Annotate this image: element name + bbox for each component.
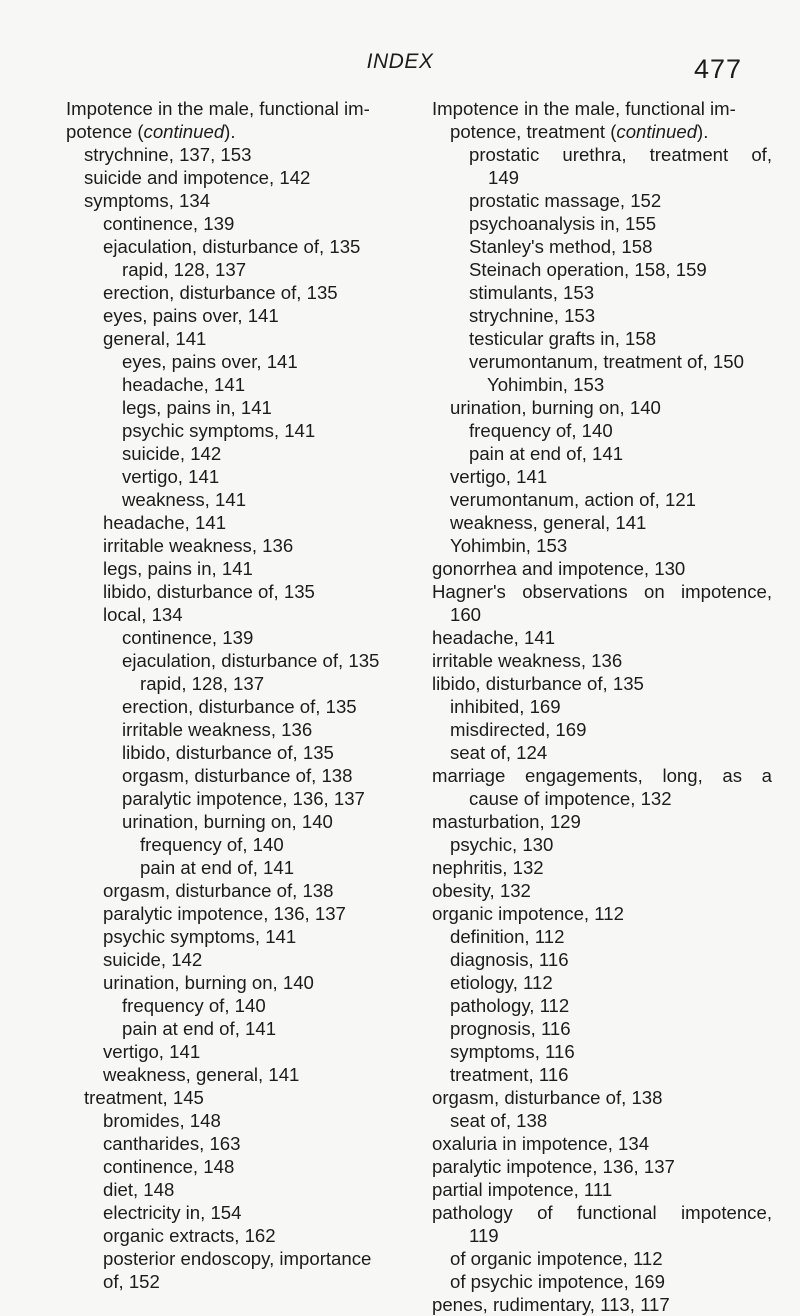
index-entry-text: orgasm, disturbance of, 138 bbox=[103, 880, 334, 901]
index-entry-text: 119 bbox=[469, 1225, 499, 1246]
index-entry bbox=[66, 1270, 406, 1293]
index-entry-text: prostatic urethra, treatment of, bbox=[469, 144, 772, 165]
index-entry-text: headache, 141 bbox=[103, 512, 227, 533]
index-entry-text: psychic symptoms, 141 bbox=[103, 926, 297, 947]
index-entry-text: marriage engagements, long, as a bbox=[432, 765, 772, 786]
index-entry bbox=[432, 1109, 772, 1132]
index-entry bbox=[432, 304, 772, 327]
index-entry-text: nephritis, 132 bbox=[432, 857, 544, 878]
index-entry bbox=[432, 373, 772, 396]
index-entry-text: verumontanum, treatment of, 150 bbox=[469, 351, 744, 372]
index-entry-text: partial impotence, 111 bbox=[432, 1179, 613, 1200]
index-entry bbox=[66, 304, 406, 327]
index-entry bbox=[66, 925, 406, 948]
index-entry bbox=[66, 97, 406, 120]
index-entry bbox=[432, 580, 772, 603]
index-entry-text: weakness, general, 141 bbox=[103, 1064, 300, 1085]
index-entry bbox=[66, 1201, 406, 1224]
index-entry bbox=[432, 97, 772, 120]
index-entry bbox=[432, 925, 772, 948]
index-entry bbox=[432, 649, 772, 672]
index-entry-text: diagnosis, 116 bbox=[450, 949, 569, 970]
index-entry-text: Steinach operation, 158, 159 bbox=[469, 259, 707, 280]
index-entry-text: treatment, 145 bbox=[84, 1087, 204, 1108]
index-column-left bbox=[66, 97, 406, 1293]
index-entry-text: electricity in, 154 bbox=[103, 1202, 242, 1223]
index-entry-text: pathology, 112 bbox=[450, 995, 570, 1016]
index-entry bbox=[66, 465, 406, 488]
index-entry-text: potence ( bbox=[66, 121, 144, 142]
index-entry bbox=[66, 1063, 406, 1086]
index-entry-text: weakness, general, 141 bbox=[450, 512, 647, 533]
index-entry-text: misdirected, 169 bbox=[450, 719, 587, 740]
index-entry bbox=[66, 971, 406, 994]
index-entry-text: 160 bbox=[450, 604, 482, 625]
index-entry-text: irritable weakness, 136 bbox=[103, 535, 294, 556]
index-entry bbox=[432, 971, 772, 994]
index-entry-text: symptoms, 116 bbox=[450, 1041, 575, 1062]
index-entry-text: paralytic impotence, 136, 137 bbox=[122, 788, 365, 809]
index-entry-text: legs, pains in, 141 bbox=[122, 397, 272, 418]
index-entry bbox=[66, 488, 406, 511]
index-entry bbox=[66, 442, 406, 465]
index-entry-text: symptoms, 134 bbox=[84, 190, 211, 211]
index-entry-text: seat of, 124 bbox=[450, 742, 548, 763]
index-entry-text: urination, burning on, 140 bbox=[450, 397, 661, 418]
index-entry bbox=[66, 1178, 406, 1201]
index-entry-text: testicular grafts in, 158 bbox=[469, 328, 657, 349]
index-entry bbox=[66, 258, 406, 281]
index-entry-text: ). bbox=[697, 121, 709, 142]
index-entry-text: seat of, 138 bbox=[450, 1110, 548, 1131]
index-entry-text: penes, rudimentary, 113, 117 bbox=[432, 1294, 670, 1315]
index-entry bbox=[432, 1063, 772, 1086]
index-entry-text: libido, disturbance of, 135 bbox=[432, 673, 644, 694]
index-entry bbox=[432, 281, 772, 304]
index-entry bbox=[66, 603, 406, 626]
index-entry bbox=[66, 856, 406, 879]
index-entry-text: strychnine, 153 bbox=[469, 305, 596, 326]
index-entry-text: suicide, 142 bbox=[122, 443, 222, 464]
index-entry bbox=[432, 534, 772, 557]
index-entry bbox=[432, 672, 772, 695]
index-entry bbox=[66, 695, 406, 718]
index-entry-text: ejaculation, disturbance of, 135 bbox=[122, 650, 380, 671]
index-entry bbox=[432, 1155, 772, 1178]
index-entry-text: ejaculation, disturbance of, 135 bbox=[103, 236, 361, 257]
index-entry bbox=[66, 235, 406, 258]
index-entry-text: libido, disturbance of, 135 bbox=[122, 742, 334, 763]
index-entry-text: organic extracts, 162 bbox=[103, 1225, 276, 1246]
index-entry bbox=[432, 396, 772, 419]
index-entry bbox=[66, 373, 406, 396]
index-entry bbox=[66, 1132, 406, 1155]
index-entry bbox=[432, 511, 772, 534]
index-entry bbox=[66, 327, 406, 350]
index-entry-text: of psychic impotence, 169 bbox=[450, 1271, 665, 1292]
index-entry-text: eyes, pains over, 141 bbox=[122, 351, 298, 372]
index-entry-text: ). bbox=[224, 121, 236, 142]
index-entry bbox=[66, 902, 406, 925]
index-entry bbox=[432, 741, 772, 764]
index-entry bbox=[66, 1040, 406, 1063]
index-entry-text: obesity, 132 bbox=[432, 880, 531, 901]
index-entry bbox=[66, 626, 406, 649]
index-entry bbox=[66, 396, 406, 419]
index-entry bbox=[66, 557, 406, 580]
index-entry bbox=[66, 672, 406, 695]
index-entry-text: of, 152 bbox=[103, 1271, 160, 1292]
index-entry-text: treatment, 116 bbox=[450, 1064, 569, 1085]
index-entry-text: continence, 139 bbox=[122, 627, 254, 648]
continued-label: continued bbox=[616, 121, 698, 142]
index-entry bbox=[66, 143, 406, 166]
index-column-right bbox=[432, 97, 772, 1316]
index-entry bbox=[66, 534, 406, 557]
index-entry-text: of organic impotence, 112 bbox=[450, 1248, 663, 1269]
index-entry bbox=[432, 787, 772, 810]
index-entry-text: paralytic impotence, 136, 137 bbox=[432, 1156, 675, 1177]
index-entry bbox=[432, 1270, 772, 1293]
index-entry-text: cause of impotence, 132 bbox=[469, 788, 672, 809]
index-entry-text: legs, pains in, 141 bbox=[103, 558, 253, 579]
index-entry-text: Impotence in the male, functional im- bbox=[66, 98, 370, 119]
index-entry bbox=[66, 741, 406, 764]
index-entry bbox=[432, 465, 772, 488]
index-entry bbox=[432, 442, 772, 465]
index-entry-text: continence, 139 bbox=[103, 213, 235, 234]
running-header: INDEX bbox=[366, 50, 434, 73]
index-entry bbox=[66, 120, 406, 143]
index-entry bbox=[66, 1247, 406, 1270]
index-entry-text: psychic, 130 bbox=[450, 834, 554, 855]
index-entry-text: pathology of functional impotence, bbox=[432, 1202, 772, 1223]
index-entry bbox=[66, 580, 406, 603]
index-entry-text: masturbation, 129 bbox=[432, 811, 581, 832]
index-entry-text: pain at end of, 141 bbox=[140, 857, 295, 878]
index-entry bbox=[66, 1109, 406, 1132]
index-entry bbox=[432, 603, 772, 626]
continued-label: continued bbox=[143, 121, 225, 142]
index-entry-text: local, 134 bbox=[103, 604, 183, 625]
index-entry bbox=[432, 235, 772, 258]
index-entry bbox=[432, 120, 772, 143]
index-entry bbox=[66, 166, 406, 189]
index-entry-text: irritable weakness, 136 bbox=[432, 650, 623, 671]
index-entry bbox=[66, 511, 406, 534]
index-entry bbox=[432, 626, 772, 649]
index-entry-text: urination, burning on, 140 bbox=[103, 972, 314, 993]
index-entry bbox=[432, 948, 772, 971]
index-entry-text: diet, 148 bbox=[103, 1179, 175, 1200]
index-entry-text: psychoanalysis in, 155 bbox=[469, 213, 657, 234]
index-entry-text: pain at end of, 141 bbox=[469, 443, 624, 464]
index-entry-text: 149 bbox=[488, 167, 520, 188]
index-entry bbox=[432, 557, 772, 580]
index-entry-text: Yohimbin, 153 bbox=[487, 374, 605, 395]
index-entry bbox=[66, 1155, 406, 1178]
index-entry bbox=[66, 948, 406, 971]
index-entry bbox=[432, 879, 772, 902]
index-entry-text: gonorrhea and impotence, 130 bbox=[432, 558, 686, 579]
index-entry-text: verumontanum, action of, 121 bbox=[450, 489, 696, 510]
index-entry-text: potence, treatment ( bbox=[450, 121, 617, 142]
index-entry bbox=[432, 902, 772, 925]
index-entry bbox=[66, 833, 406, 856]
index-entry-text: pain at end of, 141 bbox=[122, 1018, 277, 1039]
index-entry-text: vertigo, 141 bbox=[103, 1041, 201, 1062]
index-entry bbox=[432, 695, 772, 718]
index-entry bbox=[432, 166, 772, 189]
index-entry bbox=[66, 1224, 406, 1247]
index-entry-text: continence, 148 bbox=[103, 1156, 235, 1177]
index-entry-text: vertigo, 141 bbox=[450, 466, 548, 487]
index-entry-text: weakness, 141 bbox=[122, 489, 247, 510]
index-entry bbox=[432, 189, 772, 212]
page-number: 477 bbox=[694, 54, 743, 84]
index-entry bbox=[432, 718, 772, 741]
index-entry-text: Yohimbin, 153 bbox=[450, 535, 568, 556]
index-entry bbox=[66, 718, 406, 741]
index-entry bbox=[432, 488, 772, 511]
index-entry bbox=[432, 994, 772, 1017]
index-entry-text: libido, disturbance of, 135 bbox=[103, 581, 315, 602]
index-entry bbox=[432, 1086, 772, 1109]
index-entry bbox=[66, 810, 406, 833]
index-entry bbox=[66, 419, 406, 442]
index-entry-text: Hagner's observations on impotence, bbox=[432, 581, 772, 602]
index-entry-text: inhibited, 169 bbox=[450, 696, 561, 717]
index-entry bbox=[66, 1086, 406, 1109]
index-entry-text: strychnine, 137, 153 bbox=[84, 144, 252, 165]
index-entry-text: erection, disturbance of, 135 bbox=[103, 282, 338, 303]
index-entry bbox=[66, 787, 406, 810]
index-entry-text: bromides, 148 bbox=[103, 1110, 221, 1131]
index-entry bbox=[432, 764, 772, 787]
index-entry-text: irritable weakness, 136 bbox=[122, 719, 313, 740]
index-entry-text: eyes, pains over, 141 bbox=[103, 305, 279, 326]
index-entry bbox=[66, 1017, 406, 1040]
index-entry-text: psychic symptoms, 141 bbox=[122, 420, 316, 441]
index-entry-text: vertigo, 141 bbox=[122, 466, 220, 487]
index-entry-text: suicide, 142 bbox=[103, 949, 203, 970]
index-entry bbox=[66, 649, 406, 672]
index-entry-text: orgasm, disturbance of, 138 bbox=[122, 765, 353, 786]
index-entry-text: frequency of, 140 bbox=[140, 834, 284, 855]
index-entry-text: definition, 112 bbox=[450, 926, 565, 947]
index-entry bbox=[66, 879, 406, 902]
index-entry bbox=[432, 143, 772, 166]
index-entry bbox=[66, 994, 406, 1017]
index-entry bbox=[66, 212, 406, 235]
index-entry-text: Impotence in the male, functional im- bbox=[432, 98, 736, 119]
index-entry-text: rapid, 128, 137 bbox=[140, 673, 265, 694]
index-entry-text: suicide and impotence, 142 bbox=[84, 167, 311, 188]
index-entry bbox=[432, 258, 772, 281]
index-entry-text: frequency of, 140 bbox=[122, 995, 266, 1016]
index-entry bbox=[432, 350, 772, 373]
index-entry-text: posterior endoscopy, importance bbox=[103, 1248, 372, 1269]
index-entry-text: oxaluria in impotence, 134 bbox=[432, 1133, 650, 1154]
index-entry-text: etiology, 112 bbox=[450, 972, 553, 993]
index-entry bbox=[432, 212, 772, 235]
index-entry bbox=[432, 1201, 772, 1224]
index-entry-text: orgasm, disturbance of, 138 bbox=[432, 1087, 663, 1108]
index-entry-text: cantharides, 163 bbox=[103, 1133, 241, 1154]
index-entry bbox=[432, 1293, 772, 1316]
index-entry bbox=[432, 1132, 772, 1155]
index-entry bbox=[432, 1040, 772, 1063]
index-entry bbox=[432, 856, 772, 879]
index-entry bbox=[432, 833, 772, 856]
index-entry-text: headache, 141 bbox=[432, 627, 556, 648]
index-entry bbox=[66, 764, 406, 787]
index-entry bbox=[432, 1017, 772, 1040]
index-entry-text: organic impotence, 112 bbox=[432, 903, 624, 924]
index-entry-text: erection, disturbance of, 135 bbox=[122, 696, 357, 717]
index-entry bbox=[66, 189, 406, 212]
index-entry-text: urination, burning on, 140 bbox=[122, 811, 333, 832]
index-entry-text: prostatic massage, 152 bbox=[469, 190, 662, 211]
index-entry-text: prognosis, 116 bbox=[450, 1018, 571, 1039]
index-entry-text: general, 141 bbox=[103, 328, 207, 349]
index-entry bbox=[432, 1178, 772, 1201]
index-entry bbox=[66, 350, 406, 373]
index-entry-text: headache, 141 bbox=[122, 374, 246, 395]
index-entry-text: rapid, 128, 137 bbox=[122, 259, 247, 280]
index-entry-text: Stanley's method, 158 bbox=[469, 236, 653, 257]
index-entry bbox=[432, 419, 772, 442]
index-entry-text: paralytic impotence, 136, 137 bbox=[103, 903, 346, 924]
index-entry-text: frequency of, 140 bbox=[469, 420, 613, 441]
index-entry bbox=[432, 810, 772, 833]
index-entry bbox=[432, 1247, 772, 1270]
index-entry-text: stimulants, 153 bbox=[469, 282, 595, 303]
index-entry bbox=[432, 1224, 772, 1247]
index-entry bbox=[66, 281, 406, 304]
index-entry bbox=[432, 327, 772, 350]
